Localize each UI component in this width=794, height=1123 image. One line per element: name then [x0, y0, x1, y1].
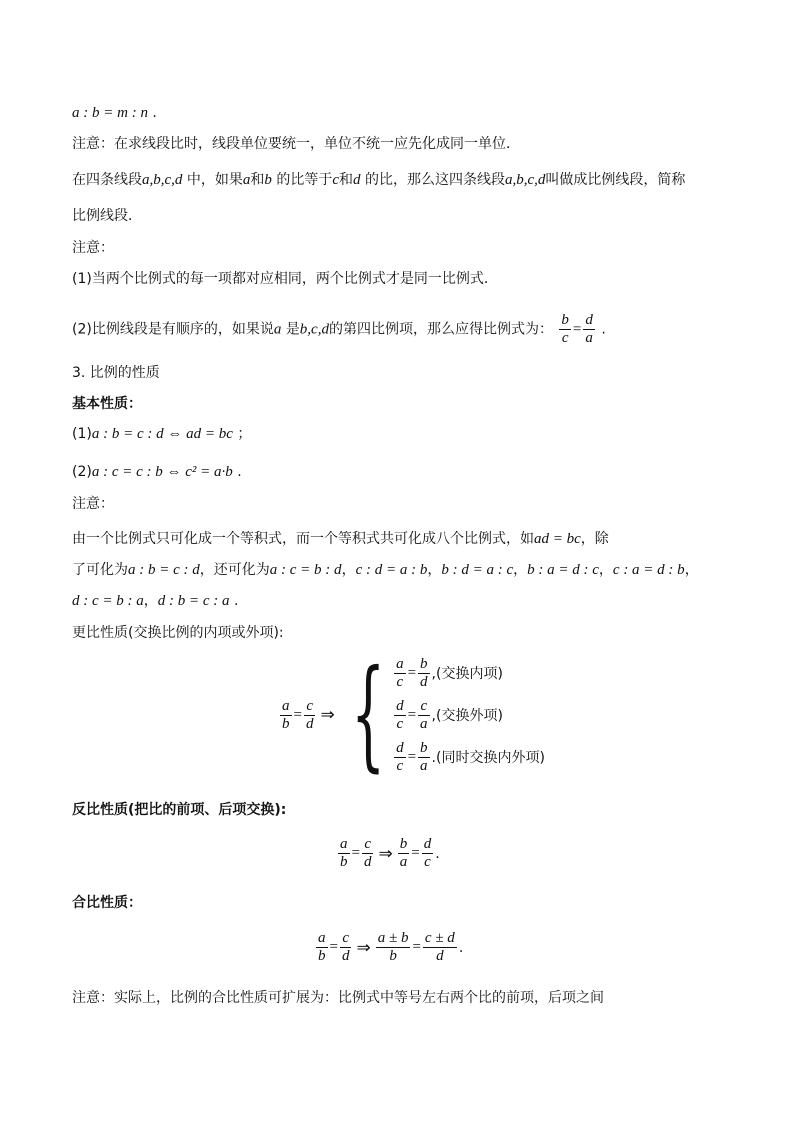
text: 和	[339, 172, 353, 188]
fraction: $\frac{d}{a}$	[585, 312, 593, 346]
case-2: $\frac{d}{c}$ = $\frac{c}{a}$ ,(交换外项)	[396, 697, 503, 732]
math-var: a,b,c,d	[504, 172, 546, 188]
implies-arrow: ⇒	[356, 937, 371, 958]
equals: =	[572, 321, 582, 338]
basic-property-1	[72, 424, 251, 444]
text: 是	[281, 321, 300, 338]
math-var: a,b,c,d	[142, 172, 183, 188]
text: 在四条线段	[72, 172, 142, 188]
definition-line	[72, 170, 685, 190]
note-text-2: 了可化为a : b = c : d，还可化为a : c = b : d，c : d = a : b，b : d = a : c，b : a = d : c，c : a = d : b，	[72, 562, 699, 578]
case-note: .(同时交换内外项)	[431, 750, 545, 766]
equals: =	[293, 706, 302, 723]
math-expr: b : a = d : c	[527, 562, 599, 578]
text: 中，如果	[182, 172, 243, 188]
note-2	[72, 312, 606, 347]
case-1: $\frac{a}{c}$ = $\frac{b}{d}$ ,(交换内项)	[396, 655, 503, 690]
gengbi-heading: 更比性质(交换比例的内项或外项):	[72, 625, 284, 641]
math-ratio: a : b = m : n	[72, 105, 148, 121]
left-brace: {	[350, 645, 386, 784]
note-text-3: d : c = b : a，d : b = c : a .	[72, 593, 239, 609]
math-var: d	[353, 172, 361, 188]
implies-arrow: ⇒	[320, 705, 335, 725]
math-expr: ad = bc	[534, 531, 581, 547]
text: 和	[250, 172, 265, 188]
math-var: c	[332, 172, 339, 188]
ratio-line	[72, 103, 157, 123]
math-expr: c : d = a : b	[355, 562, 428, 578]
fanbi-heading: 反比性质(把比的前项、后项交换):	[72, 802, 287, 818]
math-expr: d : c = b : a	[72, 593, 144, 609]
math-var: b,c,d	[299, 321, 329, 338]
note-heading-2: 注意：	[72, 496, 114, 512]
gengbi-formula	[278, 645, 545, 784]
fraction: $\frac{c}{d}$	[305, 697, 314, 732]
implies-arrow: ⇒	[378, 843, 393, 864]
punct: .	[229, 593, 239, 609]
math-expr: d : b = c : a	[157, 593, 230, 609]
text: (2)比例线段是有顺序的，如果说	[72, 321, 274, 338]
case-3: $\frac{d}{c}$ = $\frac{b}{a}$ .(同时交换内外项)	[396, 739, 545, 774]
note-heading: 注意：	[72, 240, 114, 256]
fanbi-formula: $\frac{a}{b}$ = $\frac{c}{d}$ ⇒ $\frac{b}{a}$ = $\frac{d}{c}$ .	[340, 836, 440, 870]
note-text-1	[72, 529, 609, 549]
text: ，除	[580, 531, 609, 547]
math-var: a	[273, 321, 282, 338]
definition-line-2: 比例线段．	[72, 208, 142, 224]
note-1: (1)当两个比例式的每一项都对应相同，两个比例式才是同一比例式．	[72, 271, 498, 287]
math-expr: a : c = c : b ⇔ c² = a·b	[91, 464, 233, 480]
punct: .	[596, 321, 606, 338]
text: 叫做成比例线段，简称	[545, 172, 686, 188]
math-expr: a : b = c : d	[128, 562, 200, 578]
hebi-formula: $\frac{a}{b}$ = $\frac{c}{d}$ ⇒ $\frac{a \pm b}{b}$ = $\frac{c \pm d}{d}$ .	[318, 930, 464, 964]
note-unit: 注意：在求线段比时，线段单位要统一，单位不统一应先化成同一单位．	[72, 136, 520, 152]
note-extension: 注意：实际上，比例的合比性质可扩展为：比例式中等号左右两个比的前项，后项之间	[72, 990, 604, 1006]
case-note: ,(交换外项)	[431, 708, 503, 724]
math-expr: c : a = d : b	[612, 562, 685, 578]
text: (2)	[72, 464, 92, 480]
fraction: $\frac{b}{c}$	[561, 312, 569, 346]
hebi-heading: 合比性质：	[72, 895, 142, 911]
text: 的比，那么这四条线段	[360, 172, 505, 188]
punct: .	[147, 105, 157, 121]
text: 的比等于	[271, 172, 333, 188]
text: 了可化为	[72, 562, 128, 578]
math-expr: b : d = a : c	[441, 562, 514, 578]
basic-property-2	[72, 462, 242, 482]
section-heading: 3. 比例的性质	[72, 365, 160, 381]
case-note: ,(交换内项)	[431, 666, 503, 682]
punct: ；	[232, 426, 252, 442]
math-expr: a : b = c : d ⇔ ad = bc	[91, 426, 233, 442]
fraction: $\frac{a}{b}$	[282, 697, 290, 732]
text: 的第四比例项，那么应得比例式为：	[328, 321, 553, 338]
basic-property-heading: 基本性质：	[72, 396, 142, 412]
math-var: b	[264, 172, 272, 188]
punct: .	[232, 464, 242, 480]
text: (1)	[72, 426, 92, 442]
text: 由一个比例式只可化成一个等积式，而一个等积式共可化成八个比例式，如	[72, 531, 534, 547]
cases	[392, 652, 545, 778]
math-var: a	[242, 172, 251, 188]
math-expr: a : c = b : d	[269, 562, 342, 578]
text: ，还可化为	[199, 562, 270, 578]
